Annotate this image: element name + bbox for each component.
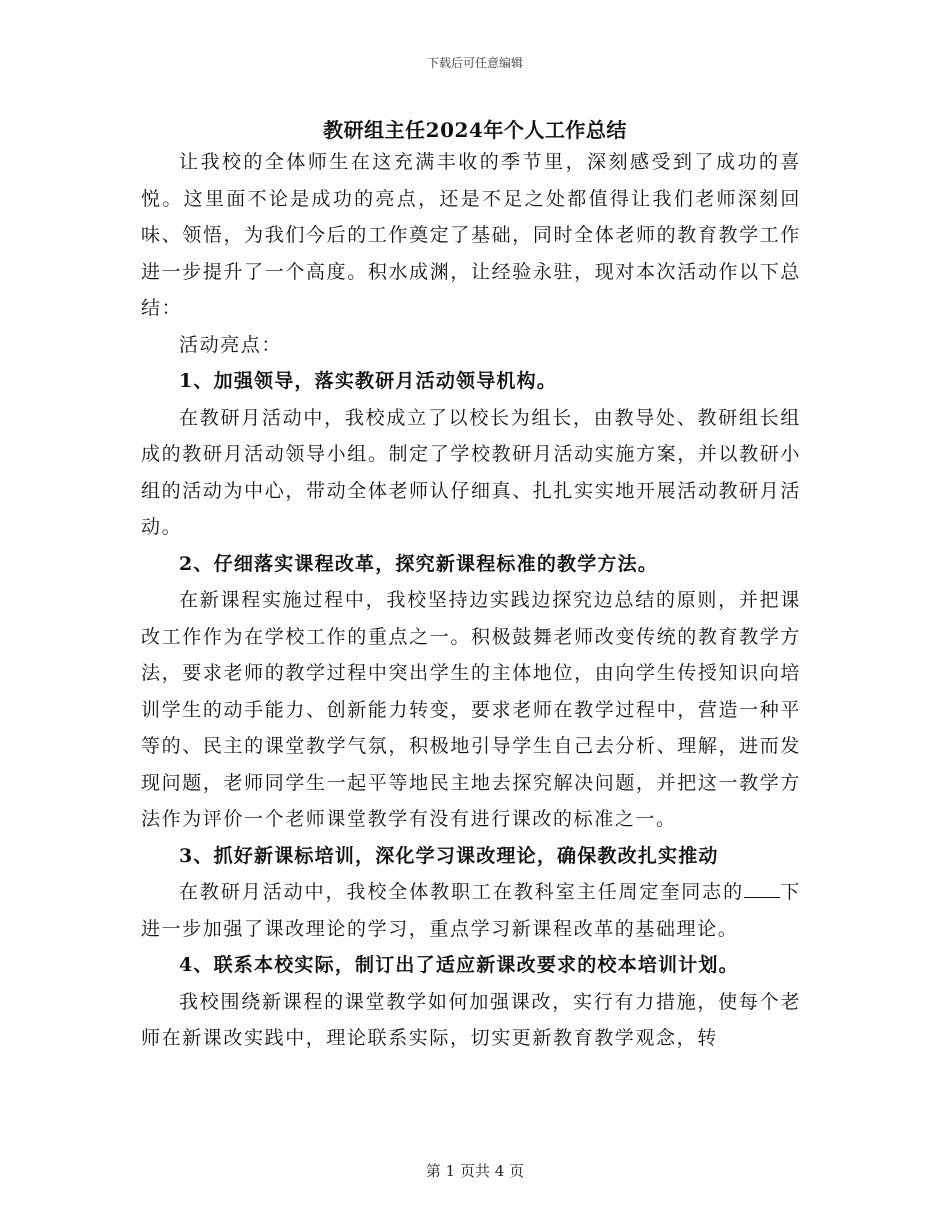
document-title: 教研组主任2024年个人工作总结: [323, 118, 627, 142]
section-2-paragraph: 在新课程实施过程中，我校坚持边实践边探究边总结的原则，并把课改工作作为在学校工作的重点之一。积极鼓舞老师改变传统的教育教学方法，要求老师的教学过程中突出学生的主体地位，由向学生传授知识向培训学生的动手能力、创新能力转变，要求老师在教学过程中，营造一种平等的、民主的课堂教学气氛，积极地引导学生自己去分析、理解，进而发现问题，老师同学生一起平等地民主地去探究解决问题，并把这一教学方法作为评价一个老师课堂教学有没有进行课改的标准之一。: [141, 589, 801, 830]
section-2-heading: 2、仔细落实课程改革，探究新课程标准的教学方法。: [179, 552, 659, 575]
highlights-label: 活动亮点：: [179, 333, 283, 356]
section-1-paragraph: 在教研月活动中，我校成立了以校长为组长，由教导处、教研组长组成的教研月活动领导小组。制定了学校教研月活动实施方案，并以教研小组的活动为中心，带动全体老师认仔细真、扎扎实实地开展活动教研月活动。: [141, 406, 801, 538]
section-3-text-before-blank: 在教研月活动中，我校全体教职工在教科室主任周定奎同志的: [179, 881, 745, 903]
section-3-text-after-blank: 下进一步加强了课改理论的学习，重点学习新课程改革的基础理论。: [141, 881, 801, 940]
page-indicator: 第 1 页共 4 页: [425, 1162, 525, 1180]
section-1-heading: 1、加强领导，落实教研月活动领导机构。: [179, 370, 558, 392]
section-4-heading: 4、联系本校实际，制订出了适应新课改要求的校本培训计划。: [179, 954, 739, 976]
section-3-heading: 3、抓好新课标培训，深化学习课改理论，确保教改扎实推动: [179, 844, 719, 867]
document-body: [141, 144, 801, 1057]
section-4-paragraph: 我校围绕新课程的课堂教学如何加强课改，实行有力措施，使每个老师在新课改实践中，理论联系实际，切实更新教育教学观念，转: [141, 990, 801, 1049]
fill-in-blank: [744, 879, 780, 898]
intro-paragraph: 让我校的全体师生在这充满丰收的季节里，深刻感受到了成功的喜悦。这里面不论是成功的亮点，还是不足之处都值得让我们老师深刻回味、领悟，为我们今后的工作奠定了基础，同时全体老师的教育教学工作进一步提升了一个高度。积水成渊，让经验永驻，现对本次活动作以下总结：: [141, 151, 801, 319]
header-note: 下载后可任意编辑: [426, 56, 523, 70]
section-3-paragraph: [141, 874, 801, 947]
